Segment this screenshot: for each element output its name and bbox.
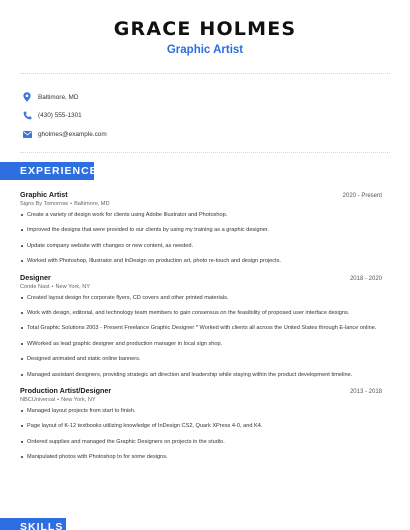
contact-phone-text: (430) 555-1301 [38,112,82,119]
candidate-name: GRACE HOLMES [113,18,297,40]
job-dates: 2020 - Present [342,193,382,199]
job-bullet: Created layout design for corporate flyers, CD covers and other printed materials. [20,294,382,302]
job-bullet: Ordered supplies and managed the Graphic Designers on projects in the studio. [20,438,382,446]
contact-phone[interactable] [22,107,410,125]
separator-dot: • [70,201,73,207]
job-company: NBCUniversal [20,396,56,403]
separator-dot: • [51,283,54,290]
job-bullet: Work with design, editorial, and technology team members to gain consensus on the feasibility of proposed user interface designs. [20,309,382,317]
contact-location-text: Baltimore, MD [38,93,79,101]
resume-header [0,0,410,56]
email-icon [22,129,32,139]
job-header [20,273,382,282]
job-bullet: Page layout of K-12 textbooks utilizing knowledge of InDesign CS2, Quark XPress 4-0, and K4. [20,422,382,430]
contacts-divider [20,152,390,153]
job-company-line [20,397,382,403]
job-company: Conde Nast [20,283,50,290]
job-bullet: Total Graphic Solutions 2003 - Present Freelance Graphic Designer * Worked with clients all across the United States through E-lance online. [20,324,382,332]
job-entry [20,190,382,265]
job-location: New York, NY [61,396,96,403]
job-bullet: Create a variety of design work for clients using Adobe Illustrator and Photoshop. [20,211,382,219]
job-title: Designer [20,272,51,282]
contact-list [0,74,410,143]
job-bullet: Update company website with changes or new content, as needed. [20,242,382,250]
job-bullet: WWorked as lead graphic designer and production manager in local sign shop. [20,340,382,348]
job-bullets [20,211,382,265]
job-title: Production Artist/Designer [20,385,112,395]
job-bullets [20,294,382,379]
job-location: New York, NY [55,283,91,290]
skills-heading: SKILLS [0,518,66,530]
job-company-line [20,201,382,207]
contact-email[interactable] [22,125,410,143]
job-title: Graphic Artist [20,190,68,199]
contact-email-text: gholmes@example.com [38,130,107,138]
phone-icon [22,111,32,121]
location-pin-icon [22,92,32,102]
candidate-title: Graphic Artist [166,44,244,56]
job-header [20,190,382,199]
job-bullet: Managed layout projects from start to finish. [20,407,382,415]
job-bullet: Managed assistant designers, providing strategic art direction and leadership while staying within the product development timeline. [20,371,382,379]
job-dates: 2018 - 2020 [349,275,382,282]
job-bullet: Improved the designs that were provided to our clients by using my training as a graphic designer. [20,226,382,234]
job-bullets [20,407,382,461]
job-bullet: Designed animated and static online banners. [20,355,382,363]
job-dates: 2013 - 2018 [349,388,382,395]
job-header [20,386,382,395]
experience-section [20,190,382,468]
contact-location [22,88,410,106]
job-bullet: Worked with Photoshop, Illustrator and InDesign on production art, photo re-touch and design projects. [20,257,382,265]
job-entry [20,386,382,461]
job-location: Baltimore, MD [74,201,110,207]
job-company-line [20,284,382,290]
job-bullet: Manipulated photos with Photoshop to for some designs. [20,453,382,461]
job-entry [20,273,382,379]
experience-heading: EXPERIENCE [0,162,94,180]
separator-dot: • [57,396,60,403]
job-company: Signs By Tomorrow [20,201,69,207]
